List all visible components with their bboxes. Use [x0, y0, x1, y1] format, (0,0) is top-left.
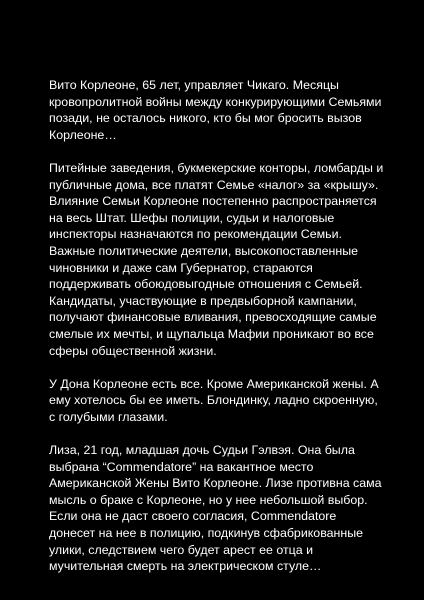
text-line: Кандидаты, участвующие в предвыборной кампании,: [49, 293, 357, 308]
paragraph-influence: [49, 160, 419, 359]
text-line: Лиза, 21 год, младшая дочь Судьи Гэлвэя. Она была: [49, 443, 355, 458]
text-line: смелые их мечты, и щупальца Мафии проникают во все: [49, 326, 374, 341]
text-line: позади, не осталось никого, кто бы мог бросить вызов: [49, 111, 362, 126]
text-line: Вито Корлеоне, 65 лет, управляет Чикаго. Месяцы: [49, 78, 339, 92]
text-line: мысль о браке с Корлеоне, но у нее небольшой выбор.: [49, 492, 368, 507]
text-line: мучительная смерть на электрическом стуле…: [49, 559, 322, 574]
text-line: Американской Жены Вито Корлеоне. Лизе противна сама: [49, 476, 382, 491]
text-line: Важные политические деятели, высокопоставленные: [49, 243, 358, 258]
text-line: сферы общественной жизни.: [49, 343, 217, 358]
text-line: получают финансовые вливания, превосходящие самые: [49, 310, 377, 325]
text-line: Если она не даст своего согласия, Commendatore: [49, 509, 337, 524]
text-line: Влияние Семьи Корлеоне постепенно распространяется: [49, 194, 377, 209]
text-line: публичные дома, все платят Семье «налог» за «крышу».: [49, 177, 379, 192]
text-line: донесет на нее в полицию, подкинув сфабрикованные: [49, 526, 364, 541]
text-line: кровопролитной войны между конкурирующими Семьями: [49, 94, 382, 109]
text-line: Питейные заведения, букмекерские конторы, ломбарды и: [49, 160, 384, 175]
text-line: У Дона Корлеоне есть все. Кроме Американской жены. А: [49, 376, 379, 391]
text-line: ему хотелось бы ее иметь. Блондинку, ладно скроенную,: [49, 393, 378, 408]
text-line: на весь Штат. Шефы полиции, судьи и налоговые: [49, 210, 335, 225]
paragraph-liza: [49, 442, 419, 575]
text-line: чиновники и даже сам Губернатор, стараются: [49, 260, 313, 275]
text-line: инспекторы назначаются по рекомендации Семьи.: [49, 227, 342, 242]
story-text: [49, 77, 419, 591]
text-line: улики, следствием чего будет арест ее отца и: [49, 542, 314, 557]
text-line: Корлеоне…: [49, 127, 117, 142]
text-line: выбрана “Commendatore” на вакантное место: [49, 459, 314, 474]
paragraph-intro: [49, 77, 419, 143]
paragraph-wife: [49, 376, 419, 426]
text-line: поддерживать обоюдовыгодные отношения с Семьей.: [49, 277, 363, 292]
text-line: с голубыми глазами.: [49, 409, 168, 424]
